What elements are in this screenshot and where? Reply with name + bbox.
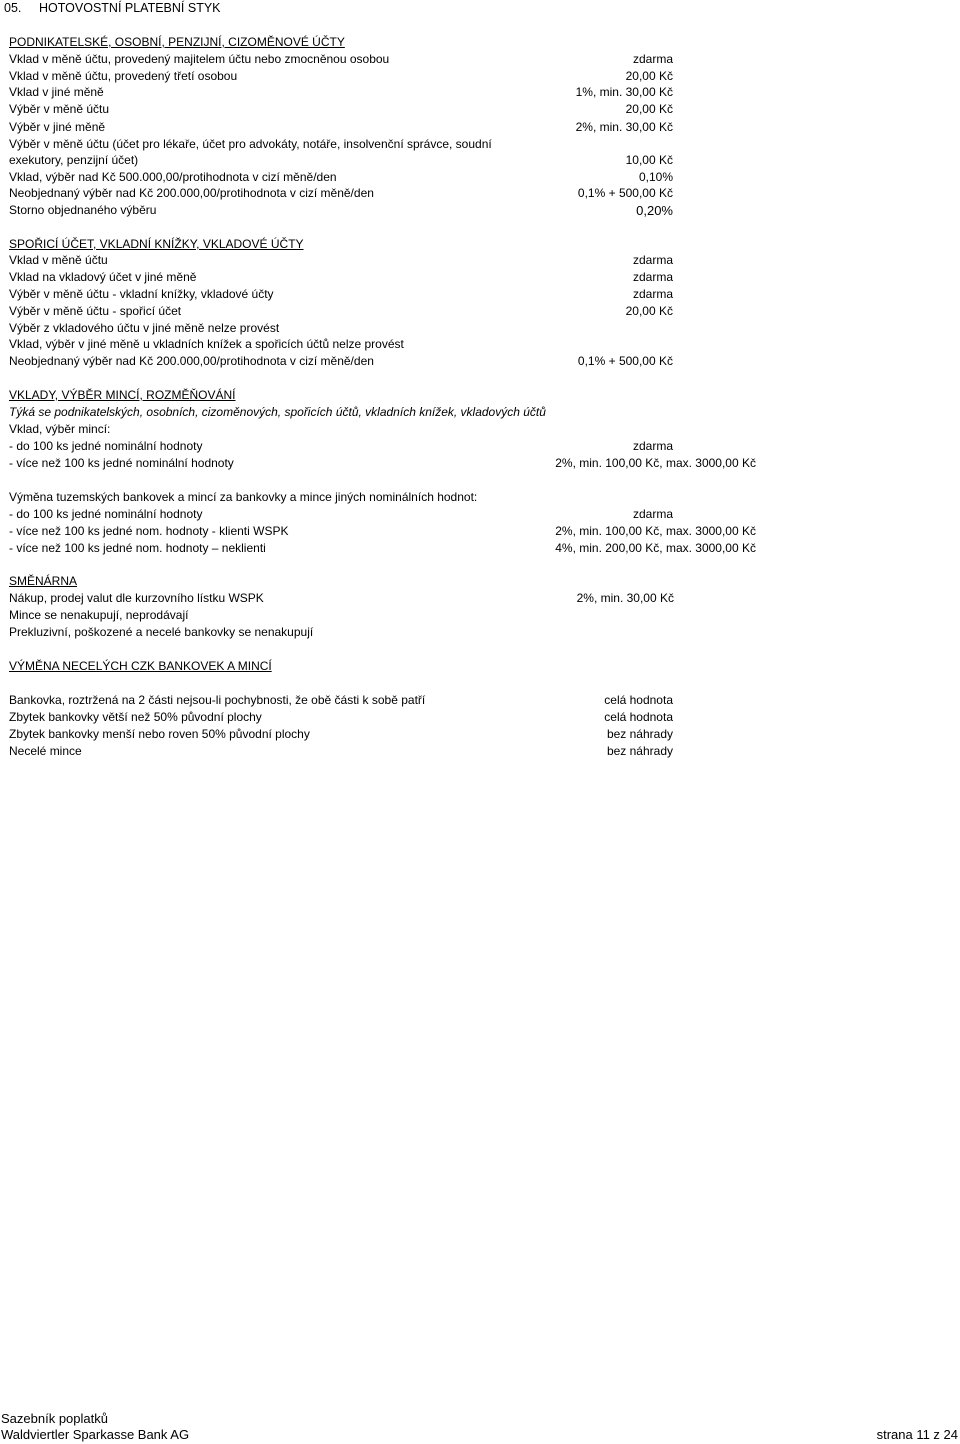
- fee-row-label: Neobjednaný výběr nad Kč 200.000,00/protihodnota v cizí měně/den: [9, 186, 374, 200]
- footer-bank-name: Waldviertler Sparkasse Bank AG: [1, 1427, 190, 1442]
- fee-row-label: Vklad v měně účtu, provedený třetí osobou: [9, 69, 238, 83]
- fee-row-label: Výběr v měně účtu (účet pro lékaře, účet pro advokáty, notáře, insolvenční správce, soudní: [9, 137, 492, 151]
- fee-row-label: Výběr v jiné měně: [9, 120, 106, 134]
- fee-row-value: 10,00 Kč: [625, 153, 673, 167]
- fee-row-label: Vklad, výběr v jiné měně u vkladních knížek a spořicích účtů nelze provést: [9, 337, 404, 351]
- fee-row-label: Nákup, prodej valut dle kurzovního lístku WSPK: [9, 591, 264, 605]
- fee-row-value: 0,1% + 500,00 Kč: [577, 186, 673, 200]
- fee-row-label: Vklad, výběr nad Kč 500.000,00/protihodnota v cizí měně/den: [9, 170, 337, 184]
- subheading: Vklad, výběr mincí:: [9, 422, 111, 436]
- page-title: HOTOVOSTNÍ PLATEBNÍ STYK: [39, 1, 221, 15]
- fee-row-value: zdarma: [632, 253, 673, 267]
- fee-row-value: zdarma: [632, 52, 673, 66]
- fee-row-label: Bankovka, roztržená na 2 části nejsou-li pochybnosti, že obě části k sobě patří: [9, 693, 426, 707]
- section-title-accounts: PODNIKATELSKÉ, OSOBNÍ, PENZIJNÍ, CIZOMĚNOVÉ ÚČTY: [9, 35, 345, 49]
- fee-row-value: zdarma: [632, 270, 673, 284]
- subheading: Výměna tuzemských bankovek a mincí za bankovky a mince jiných nominálních hodnot:: [9, 490, 478, 504]
- fee-row-label: Storno objednaného výběru: [9, 203, 157, 217]
- footer-doc-title: Sazebník poplatků: [1, 1411, 108, 1426]
- section-title-damaged-currency: VÝMĚNA NECELÝCH CZK BANKOVEK A MINCÍ: [9, 659, 272, 673]
- fee-row-value: 0,1% + 500,00 Kč: [577, 354, 673, 368]
- fee-row-label: Necelé mince: [9, 744, 82, 758]
- fee-row-label: - více než 100 ks jedné nom. hodnoty – neklienti: [9, 541, 266, 555]
- fee-row-value: celá hodnota: [604, 710, 673, 724]
- section-title-coins: VKLADY, VÝBĚR MINCÍ, ROZMĚŇOVÁNÍ: [9, 388, 236, 402]
- fee-row-label: Výběr v měně účtu - vkladní knížky, vkladové účty: [9, 287, 274, 301]
- fee-row-label: Vklad v jiné měně: [9, 85, 104, 99]
- fee-row-label: Výběr z vkladového účtu v jiné měně nelze provést: [9, 321, 280, 335]
- fee-row-label: Výběr v měně účtu - spořicí účet: [9, 304, 182, 318]
- fee-row-label: - do 100 ks jedné nominální hodnoty: [9, 439, 203, 453]
- section-title-savings: SPOŘICÍ ÚČET, VKLADNÍ KNÍŽKY, VKLADOVÉ ÚČTY: [9, 237, 304, 251]
- fee-row-label: Zbytek bankovky menší nebo roven 50% původní plochy: [9, 727, 310, 741]
- fee-row-value: 0,20%: [636, 203, 673, 218]
- fee-row-value: bez náhrady: [606, 744, 673, 758]
- fee-row-label: Výběr v měně účtu: [9, 102, 110, 116]
- fee-row-value: 20,00 Kč: [625, 304, 673, 318]
- fee-row-value: 20,00 Kč: [625, 69, 673, 83]
- fee-row-value: 0,10%: [638, 170, 673, 184]
- fee-row-value: 2%, min. 100,00 Kč, max. 3000,00 Kč: [555, 524, 756, 538]
- fee-row-label: Vklad na vkladový účet v jiné měně: [9, 270, 197, 284]
- fee-row-label: - do 100 ks jedné nominální hodnoty: [9, 507, 203, 521]
- fee-row-label: Mince se nenakupují, neprodávají: [9, 608, 189, 622]
- fee-row-value: 1%, min. 30,00 Kč: [575, 85, 673, 99]
- section-note: Týká se podnikatelských, osobních, cizoměnových, spořicích účtů, vkladních knížek, vkladových účtů: [9, 405, 546, 419]
- fee-row-value: 4%, min. 200,00 Kč, max. 3000,00 Kč: [555, 541, 756, 555]
- fee-row-value: zdarma: [632, 439, 673, 453]
- fee-row-label: Neobjednaný výběr nad Kč 200.000,00/protihodnota v cizí měně/den: [9, 354, 374, 368]
- fee-row-label: Vklad v měně účtu: [9, 253, 108, 267]
- fee-row-value: zdarma: [632, 287, 673, 301]
- fee-row-value: bez náhrady: [606, 727, 673, 741]
- page-number: strana 11 z 24: [876, 1427, 958, 1442]
- fee-row-value: 2%, min. 30,00 Kč: [575, 120, 673, 134]
- fee-row-label: exekutory, penzijní účet): [9, 153, 139, 167]
- fee-row-value: celá hodnota: [604, 693, 673, 707]
- fee-row-value: 2%, min. 30,00 Kč: [576, 591, 674, 605]
- fee-row-label: Prekluzivní, poškozené a necelé bankovky se nenakupují: [9, 625, 314, 639]
- fee-row-label: - více než 100 ks jedné nominální hodnoty: [9, 456, 234, 470]
- fee-row-label: Zbytek bankovky větší než 50% původní plochy: [9, 710, 262, 724]
- fee-row-label: - více než 100 ks jedné nom. hodnoty - klienti WSPK: [9, 524, 289, 538]
- fee-row-value: 20,00 Kč: [625, 102, 673, 116]
- section-number: 05.: [4, 1, 22, 15]
- fee-row-label: Vklad v měně účtu, provedený majitelem účtu nebo zmocněnou osobou: [9, 52, 390, 66]
- section-title-exchange: SMĚNÁRNA: [9, 574, 78, 588]
- fee-row-value: zdarma: [632, 507, 673, 521]
- fee-row-value: 2%, min. 100,00 Kč, max. 3000,00 Kč: [555, 456, 756, 470]
